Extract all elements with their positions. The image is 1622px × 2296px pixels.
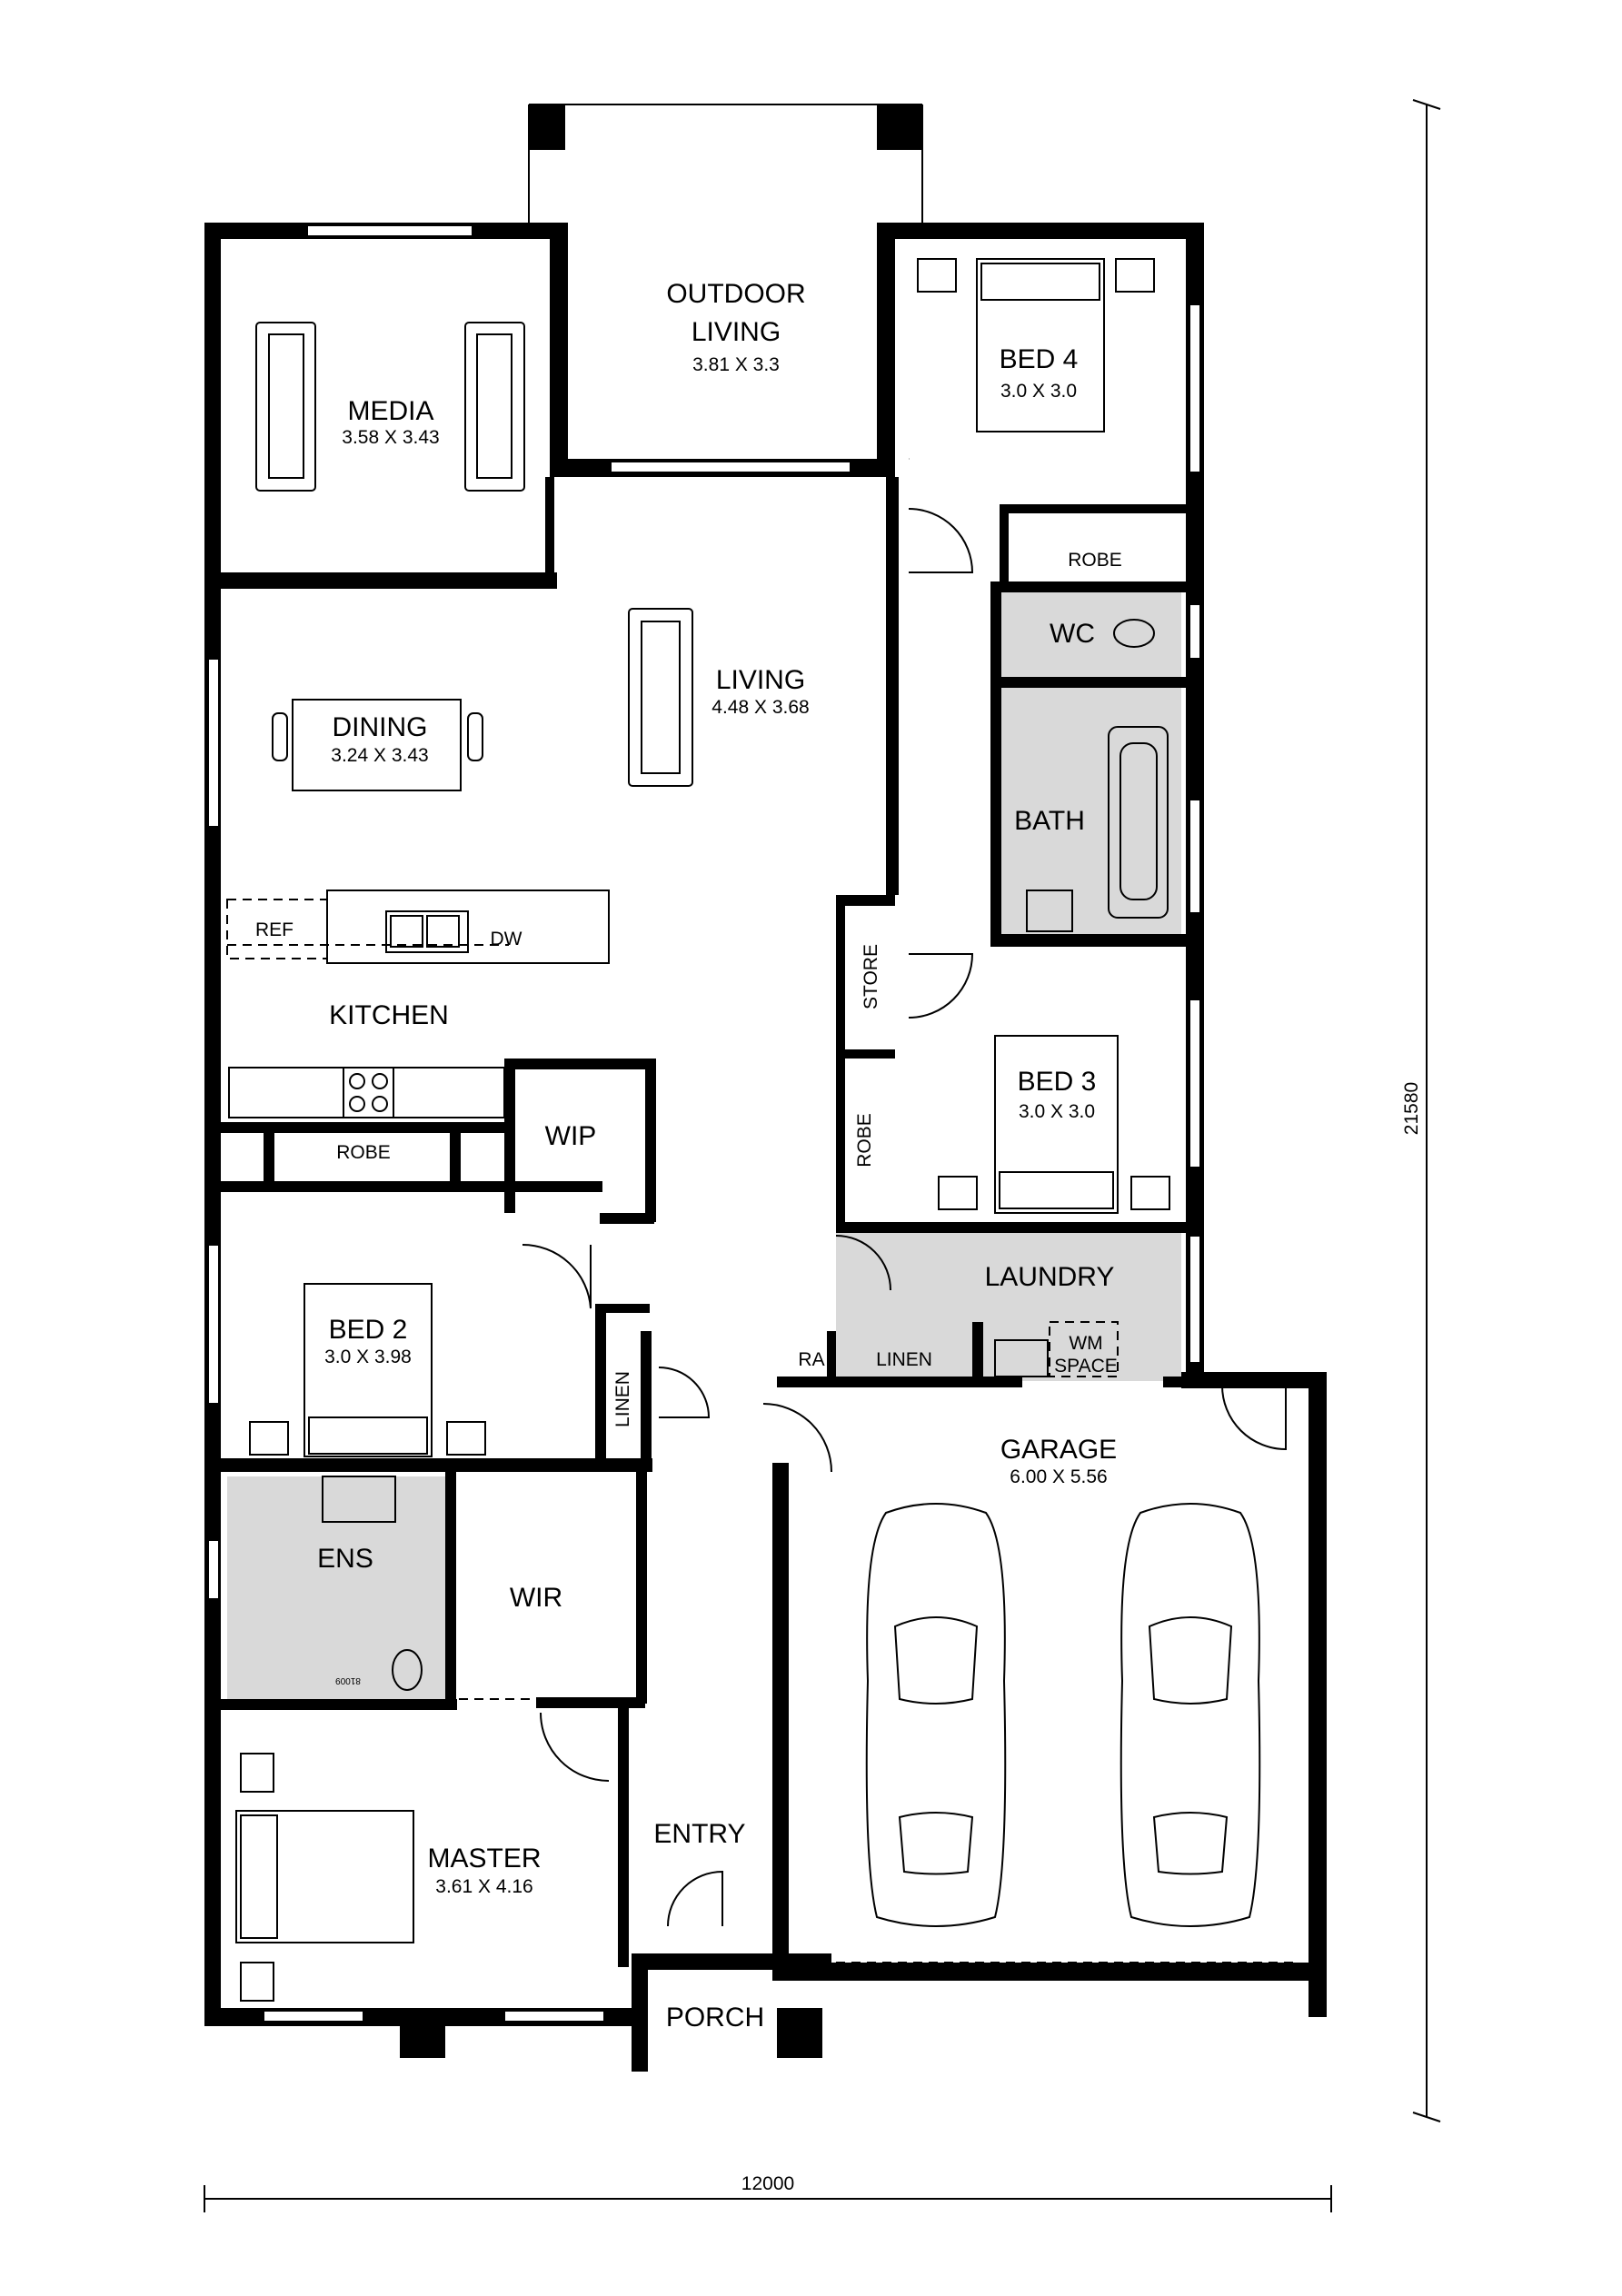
ref-label: REF: [255, 919, 294, 940]
ra-label: RA: [798, 1349, 825, 1370]
dw-label: DW: [490, 929, 522, 949]
entry-label: ENTRY: [653, 1819, 746, 1849]
outdoor-frame: [529, 104, 922, 227]
bath-label: BATH: [1014, 806, 1085, 836]
living-size: 4.48 X 3.68: [711, 697, 810, 718]
wir-label: WIR: [509, 1583, 563, 1613]
robe-bed2-label: ROBE: [336, 1142, 391, 1163]
bed4-label: BED 4: [999, 344, 1079, 374]
store-label: STORE: [861, 944, 881, 1009]
width-dimension: 12000: [741, 2173, 795, 2194]
kitchen-label: KITCHEN: [329, 1000, 449, 1030]
garage-size: 6.00 X 5.56: [1010, 1466, 1108, 1487]
bed2-label: BED 2: [328, 1315, 408, 1345]
linen-hall-label: LINEN: [612, 1371, 633, 1427]
living-label: LIVING: [715, 665, 806, 695]
wm-label-2: SPACE: [1054, 1356, 1118, 1377]
media-size: 3.58 X 3.43: [342, 427, 440, 448]
car-right: [1121, 1504, 1260, 1926]
outdoor-living-label-2: LIVING: [691, 317, 781, 347]
wip-label: WIP: [544, 1121, 597, 1151]
wm-label-1: WM: [1069, 1333, 1103, 1354]
depth-dimension: 21580: [1401, 1081, 1422, 1136]
outdoor-living-label-1: OUTDOOR: [666, 279, 806, 309]
ens-label: ENS: [317, 1544, 373, 1574]
room-labels: [255, 279, 1122, 2033]
bed4-size: 3.0 X 3.0: [1000, 381, 1078, 402]
wc-label: WC: [1050, 619, 1095, 649]
dining-size: 3.24 X 3.43: [331, 745, 429, 766]
master-label: MASTER: [427, 1844, 542, 1874]
porch-label: PORCH: [665, 2003, 765, 2033]
ens-code: 81009: [335, 1675, 361, 1685]
laundry-label: LAUNDRY: [984, 1262, 1115, 1292]
robe-bed3-label: ROBE: [854, 1113, 875, 1168]
bed2-size: 3.0 X 3.98: [324, 1347, 412, 1367]
dining-label: DINING: [332, 712, 428, 742]
garage-label: GARAGE: [1000, 1435, 1118, 1465]
car-left: [867, 1504, 1006, 1926]
master-size: 3.61 X 4.16: [435, 1876, 533, 1897]
outdoor-living-size: 3.81 X 3.3: [692, 354, 780, 375]
linen-laundry-label: LINEN: [876, 1349, 932, 1370]
media-label: MEDIA: [347, 396, 434, 426]
robe-bed4-label: ROBE: [1068, 550, 1122, 571]
bed3-size: 3.0 X 3.0: [1018, 1101, 1096, 1122]
bed3-label: BED 3: [1017, 1067, 1097, 1097]
